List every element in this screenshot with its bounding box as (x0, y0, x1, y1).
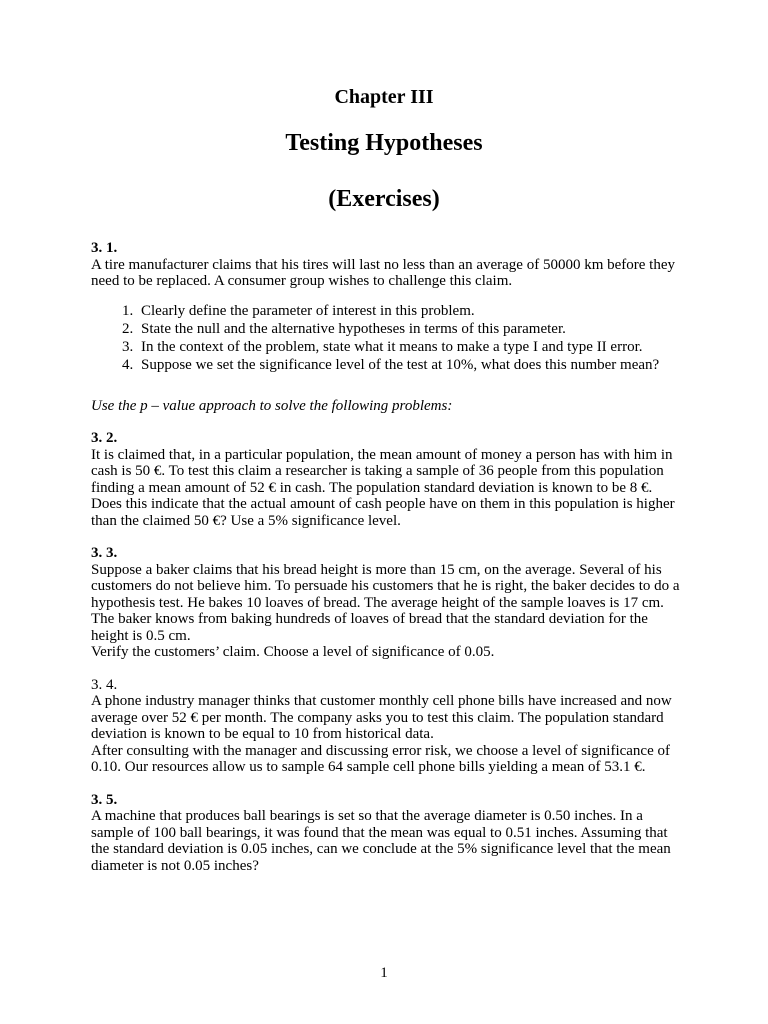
exercise-text: A phone industry manager thinks that customer monthly cell phone bills have increased and now average over 52 € per month. The company asks you to test this claim. The population standard deviation is known to be equal to 10 from historical data. (91, 693, 672, 742)
exercise-text: It is claimed that, in a particular population, the mean amount of money a person has with him in cash is 50 €. To test this claim a researcher is taking a sample of 36 people from this population finding a mean amount of 52 € in cash. The population standard deviation is known to be 8 €. (91, 446, 673, 496)
task-list (91, 302, 681, 374)
exercise-3-1 (91, 240, 681, 374)
exercise-question: After consulting with the manager and discussing error risk, we choose a level of significance of 0.10. Our resources allow us to sample 64 sample cell phone bills yielding a mean of 53.1 €. (91, 742, 670, 775)
exercise-3-5 (91, 792, 681, 875)
exercise-text: A tire manufacturer claims that his tires will last no less than an average of 50000 km before they need to be replaced. A consumer group wishes to challenge this claim. (91, 256, 675, 289)
task-item: 4. Suppose we set the significance level of the test at 10%, what does this number mean? (137, 356, 681, 374)
chapter-label: Chapter III (334, 86, 434, 108)
task-item: 1. Clearly define the parameter of interest in this problem. (137, 302, 681, 320)
page-subtitle: (Exercises) (328, 186, 440, 212)
page-title: Testing Hypotheses (285, 130, 483, 156)
exercise-number: 3. 4. (91, 676, 118, 693)
exercise-3-2 (91, 430, 681, 529)
exercise-number: 3. 5. (91, 791, 118, 808)
task-item: 2. State the null and the alternative hypotheses in terms of this parameter. (137, 320, 681, 338)
task-item: 3. In the context of the problem, state what it means to make a type I and type II error. (137, 338, 681, 356)
exercise-text: A machine that produces ball bearings is set so that the average diameter is 0.50 inches. In a sample of 100 ball bearings, it was found that the mean was equal to 0.51 inches. Assuming that the standard deviation is 0.05 inches, can we conclude at the 5% significance level that the mean diameter is not 0.05 inches? (91, 808, 671, 874)
exercise-3-3 (91, 545, 681, 661)
exercise-number: 3. 3. (91, 545, 118, 561)
page-number: 1 (380, 965, 388, 981)
exercise-3-4 (91, 677, 681, 776)
instruction-text: Use the p – value approach to solve the following problems: (91, 397, 453, 414)
exercise-content (91, 240, 681, 874)
exercise-number: 3. 1. (91, 240, 118, 256)
exercise-number: 3. 2. (91, 430, 118, 446)
exercise-question: Does this indicate that the actual amount of cash people have on them in this population is higher than the claimed 50 €? Use a 5% significance level. (91, 496, 675, 529)
exercise-question: Verify the customers’ claim. Choose a level of significance of 0.05. (91, 644, 495, 660)
exercise-text: Suppose a baker claims that his bread height is more than 15 cm, on the average. Several of his customers do not believe him. To persuade his customers that he is right, the baker decides to do a hypothesis test. He bakes 10 loaves of bread. The average height of the sample loaves is 17 cm. The baker knows from baking hundreds of loaves of bread that the standard deviation for the height is 0.5 cm. (91, 561, 680, 644)
